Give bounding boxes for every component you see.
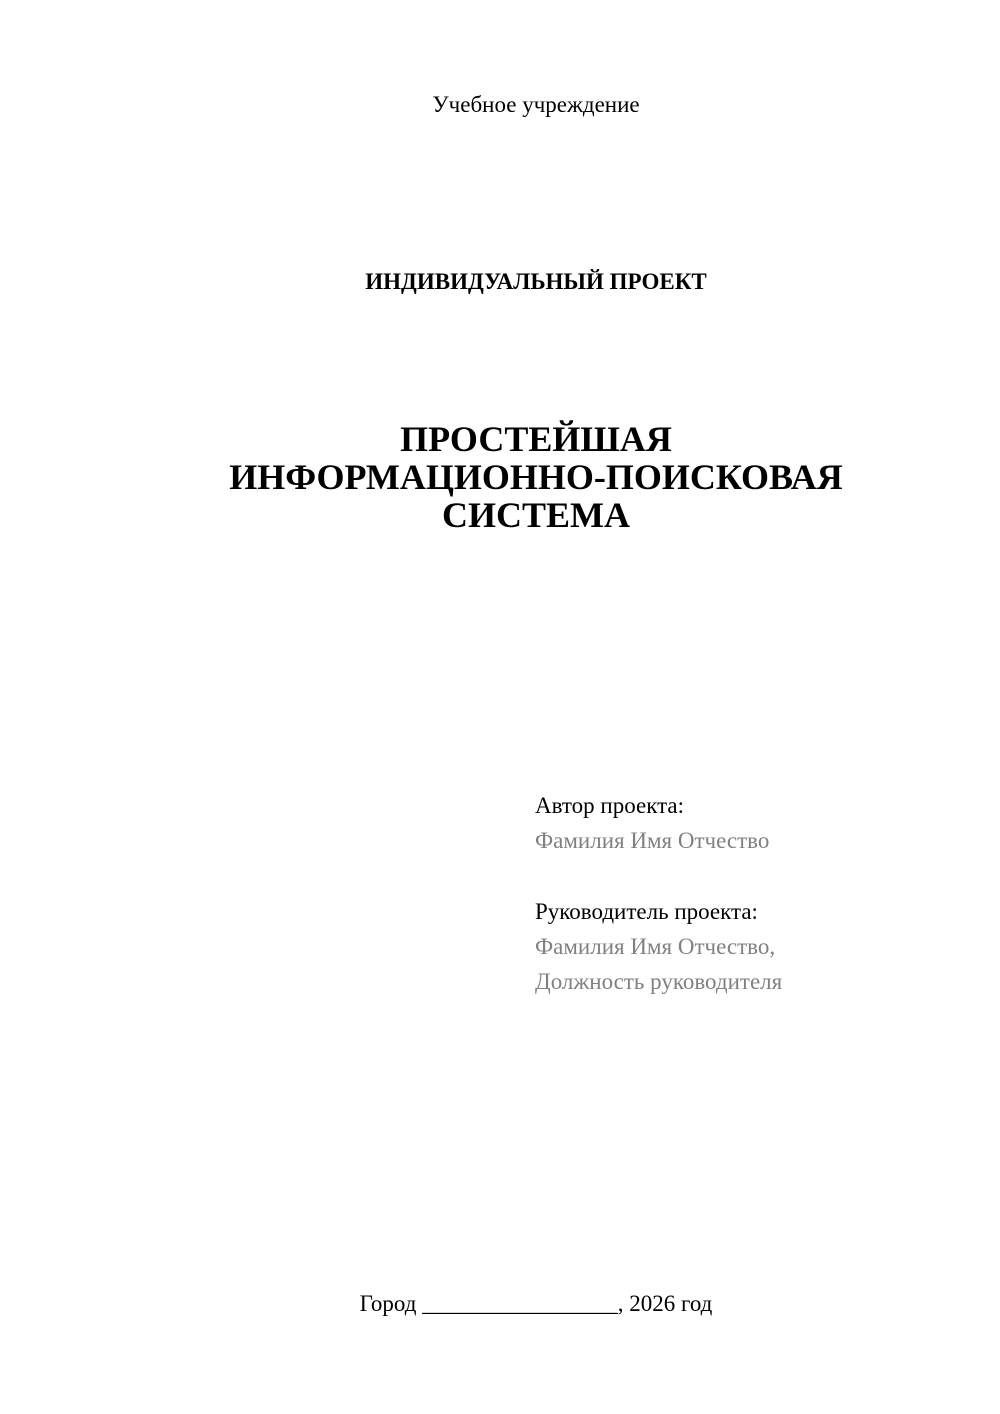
project-title-line: СИСТЕМА: [442, 495, 630, 535]
project-title: [0, 420, 1000, 534]
supervisor-label: Руководитель проекта:: [535, 899, 758, 924]
project-title-line: ПРОСТЕЙШАЯ: [400, 419, 672, 459]
project-info-block: [535, 788, 782, 999]
author-name: Фамилия Имя Отчество: [535, 828, 770, 853]
city-year-footer: Город _________________, 2026 год: [359, 1291, 713, 1316]
supervisor-name: Фамилия Имя Отчество,: [535, 934, 776, 959]
author-label: Автор проекта:: [535, 793, 684, 818]
institution-name: Учебное учреждение: [432, 92, 640, 117]
document-type: ИНДИВИДУАЛЬНЫЙ ПРОЕКТ: [365, 269, 707, 294]
project-title-line: ИНФОРМАЦИОННО-ПОИСКОВАЯ: [229, 457, 843, 497]
supervisor-position: Должность руководителя: [535, 969, 783, 994]
